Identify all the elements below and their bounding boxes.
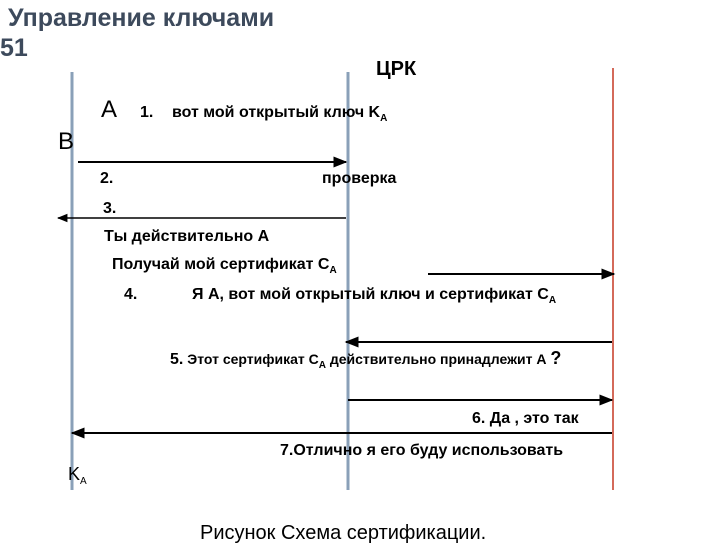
step-6-text: 6. Да , это так <box>472 410 579 427</box>
step-1-text: вот мой открытый ключ $K_A$ <box>172 104 388 124</box>
slide-title: Управление ключами <box>8 4 275 32</box>
party-b-label: В <box>58 128 75 155</box>
step-7-text: 7.Отлично я его буду использовать <box>280 442 564 459</box>
party-a-label: А <box>101 96 118 123</box>
slide-number: 51 <box>0 34 28 62</box>
party-cpk-label: ЦРК <box>376 58 417 80</box>
step-2-text: проверка <box>322 170 397 187</box>
key-ka-label: $K_A$ <box>68 464 87 487</box>
step-1-number: 1. <box>140 104 154 121</box>
step-3-line-2: Получай мой сертификат $C_A$ <box>112 256 337 276</box>
step-5-text: 5. Этот сертификат $C_A$ действительно принадлежит А ? <box>170 348 562 371</box>
step-3-line-1: Ты действительно А <box>104 228 270 245</box>
step-2-number: 2. <box>100 170 114 187</box>
step-4-text: Я А, вот мой открытый ключ и сертификат $C_A$ <box>192 286 557 306</box>
step-4-number: 4. <box>124 286 138 303</box>
figure-caption: Рисунок Схема сертификации. <box>200 522 487 544</box>
step-3-number: 3. <box>103 200 117 217</box>
